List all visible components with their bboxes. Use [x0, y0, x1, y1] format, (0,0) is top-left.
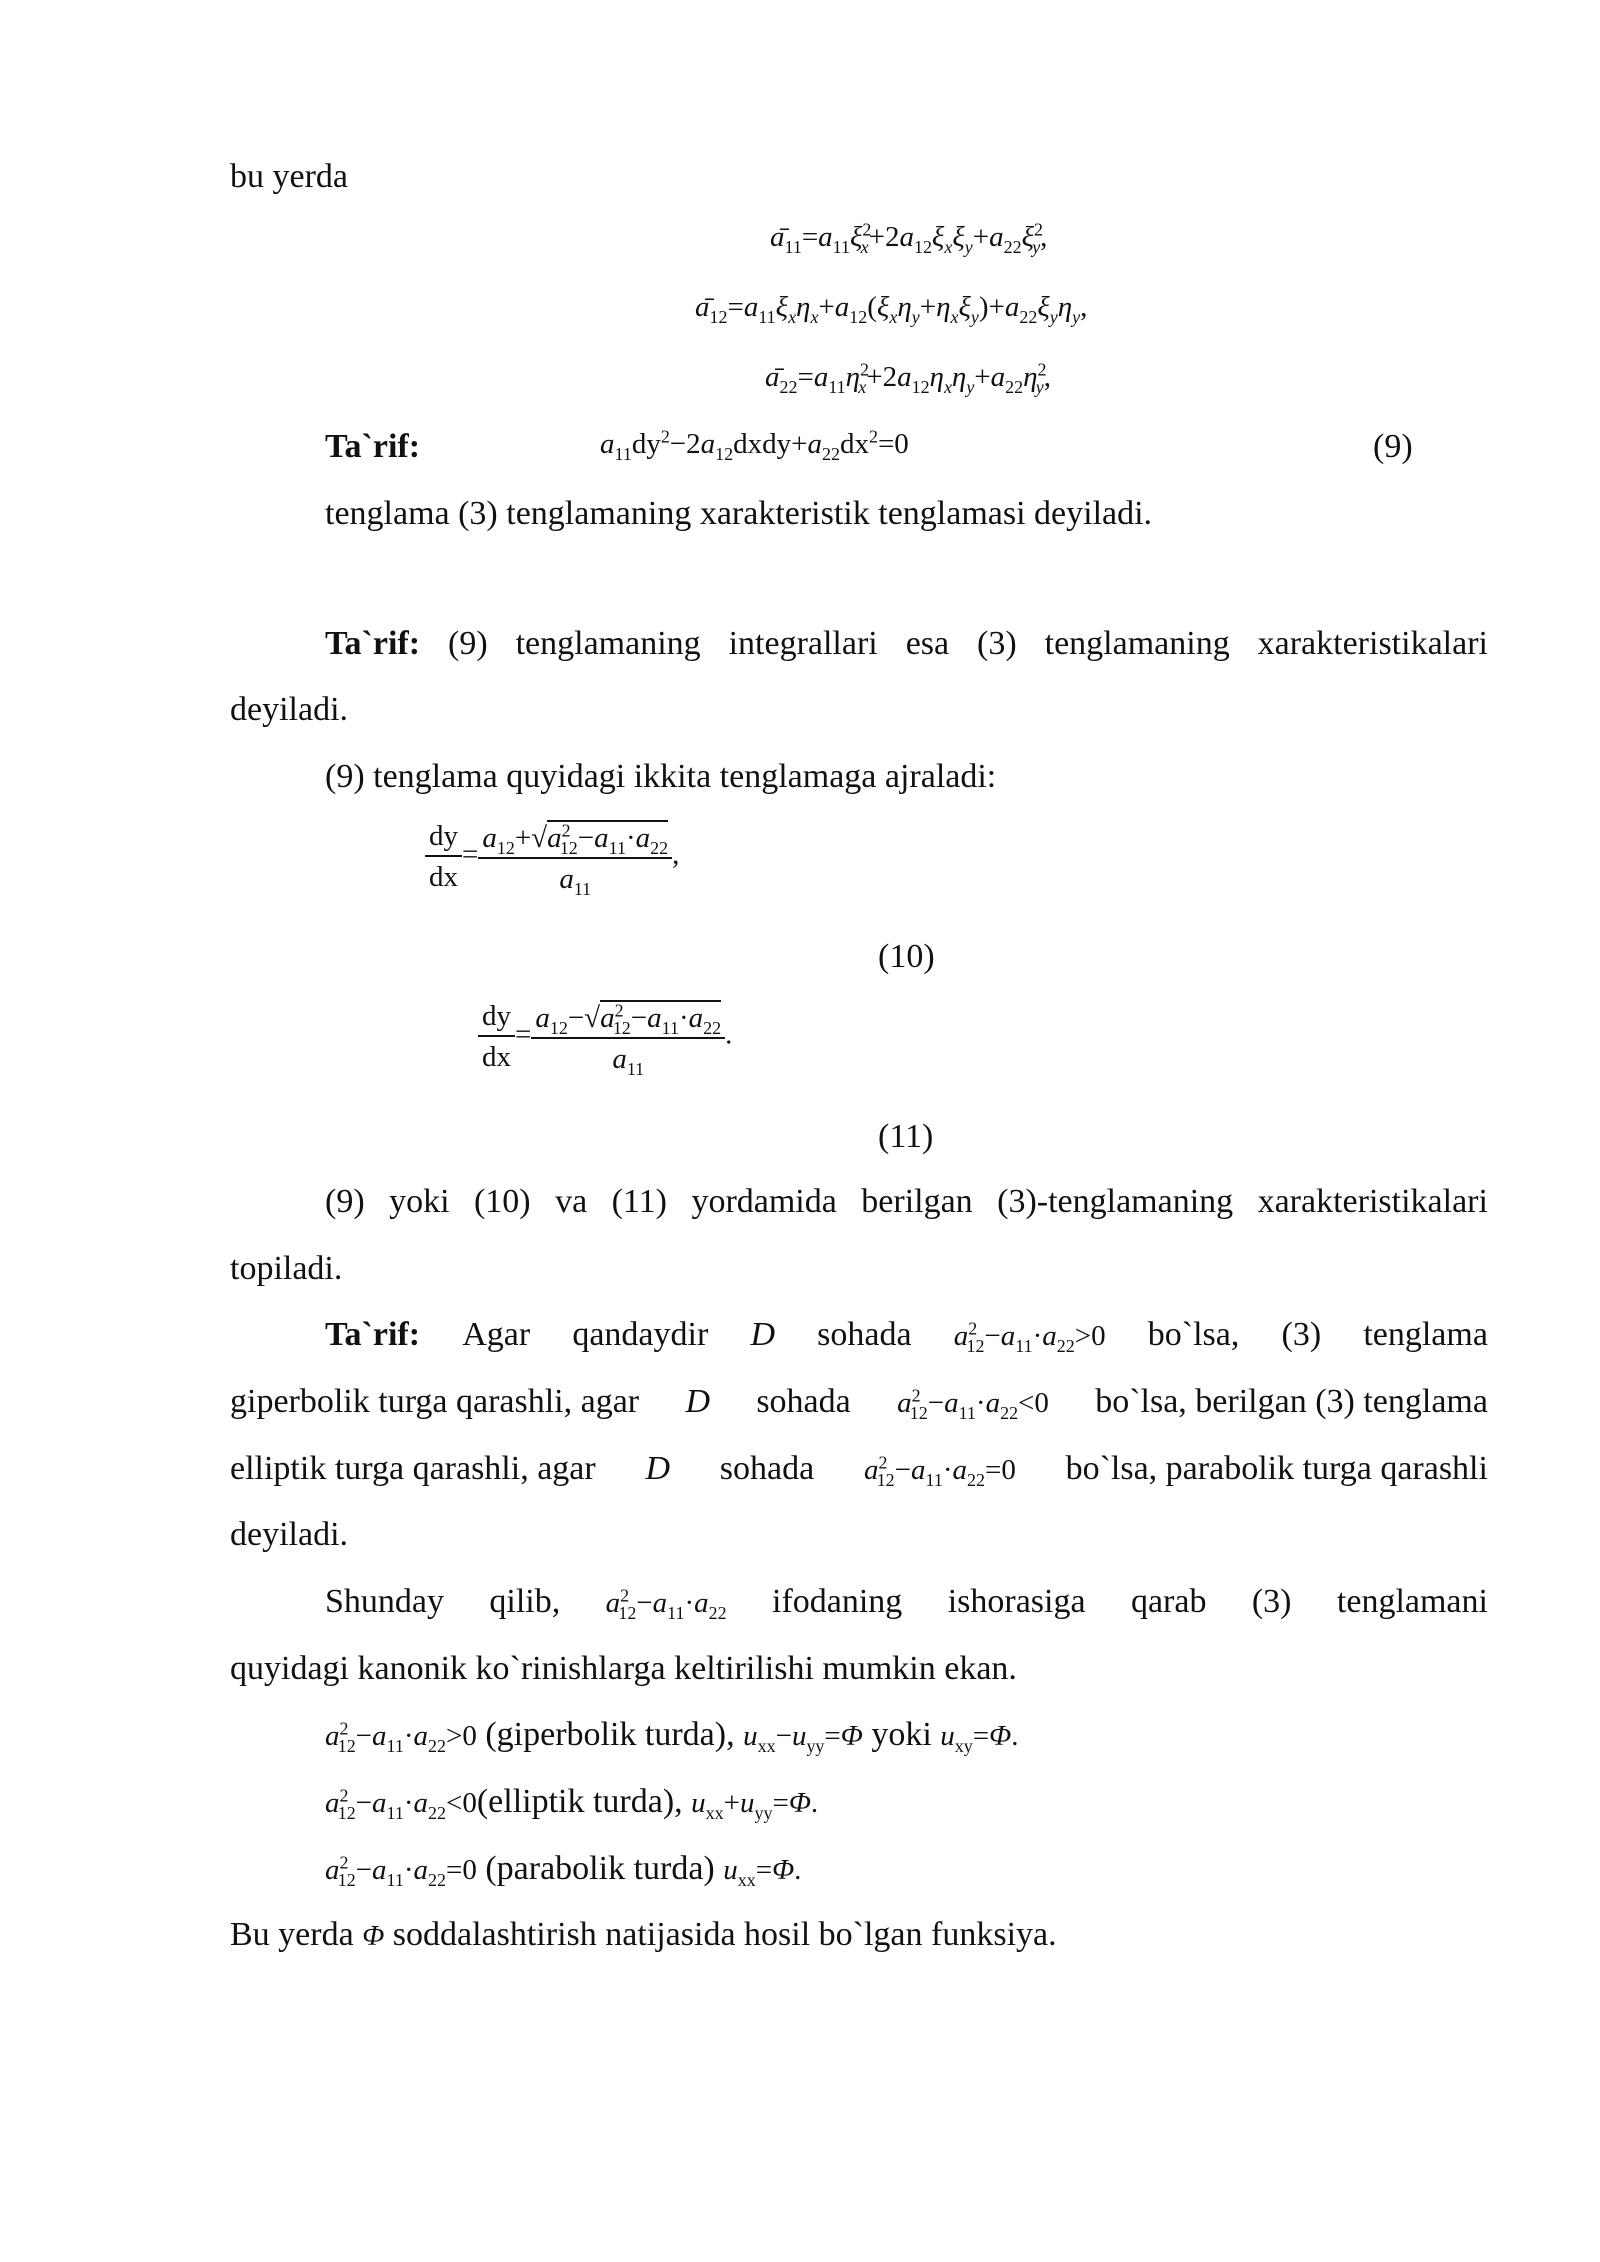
- case-elliptic: $a^2_{12}-a_{11}\cdot a_{22}<0(elliptik$ turda), $u_{xx}+u_{yy}=\Phi$.: [325, 1783, 819, 1823]
- case-hyp-expr: $a^2_{12}-a_{11}\cdot a_{22}>0$: [325, 1718, 477, 1756]
- canon-expr: $a^2_{12}-a_{11}\cdot a_{22}$: [605, 1585, 727, 1623]
- def3-cond-hyperbolic: $a^2_{12}-a_{11}\cdot a_{22}>0$: [953, 1318, 1106, 1356]
- def1-label: Ta`rif:: [325, 428, 421, 465]
- def3-cond-elliptic: $a^2_{12}-a_{11}\cdot a_{22}<0$: [897, 1385, 1049, 1423]
- char-text-line1: (9) yoki (10) va (11) yordamida berilgan (3)-tenglamaning xarakteristikalari: [325, 1183, 1488, 1220]
- def3-line1: Ta`rif: Agar qandaydir D sohada $a^2_{12}-a_{11}\cdot a_{22}>0$ bo`lsa, (3) tenglama: [325, 1316, 1488, 1356]
- def1-text: tenglama (3) tenglamaning xarakteristik tenglamasi deyiladi.: [325, 495, 1153, 532]
- eq-number-9: (9): [1373, 428, 1413, 465]
- coef-eq-a22: $a_{22}=a_{11}\eta^2_x+2a_{12}\eta_x\eta_y+a_{22}\eta^2_y$,: [765, 359, 1051, 397]
- split-text: (9) tenglama quyidagi ikkita tenglamaga ajraladi:: [325, 758, 997, 795]
- canon-line2: quyidagi kanonik ko`rinishlarga keltirilishi mumkin ekan.: [230, 1650, 1017, 1687]
- case-par-expr: $a^2_{12}-a_{11}\cdot a_{22}=0$: [325, 1852, 477, 1890]
- def2-line1: Ta`rif: (9) tenglamaning integrallari esa (3) tenglamaning xarakteristikalari: [325, 625, 1488, 662]
- case-par-eq: $u_{xx}=\Phi$.: [723, 1854, 802, 1890]
- char-equation: $a_{11}dy^2-2a_{12}dxdy+a_{22}dx^2=0$: [600, 426, 909, 464]
- coef-eq-a11: $a_{11}=a_{11}\xi^2_x+2a_{12}\xi_x\xi_y+a_{22}\xi^2_y$,: [770, 219, 1048, 257]
- case-hyperbolic: $a^2_{12}-a_{11}\cdot a_{22}>0$ (giperbolik turda), $u_{xx}-u_{yy}=\Phi$ yoki $u_{xy}=\Phi$.: [325, 1716, 1019, 1756]
- coef-eq-a12: $a_{12}=a_{11}\xi_x\eta_x+a_{12}(\xi_x\eta_y+\eta_x\xi_y)+a_{22}\xi_y\eta_y$,: [695, 291, 1088, 327]
- def3-line2: giperbolik turga qarashli, agar D sohada $a^2_{12}-a_{11}\cdot a_{22}<0$ bo`lsa, berilgan (3) tenglama: [230, 1383, 1488, 1423]
- def3-line3: elliptik turga qarashli, agar D sohada $a^2_{12}-a_{11}\cdot a_{22}=0$ bo`lsa, parabolik turga qarashli: [230, 1450, 1488, 1490]
- case-hyp-eq2: $u_{xy}=\Phi$.: [940, 1720, 1019, 1756]
- case-ell-eq: $u_{xx}+u_{yy}=\Phi$.: [691, 1787, 819, 1823]
- canon-line1: Shunday qilib, $a^2_{12}-a_{11}\cdot a_{22}$ ifodaning ishorasiga qarab (3) tenglamani: [325, 1583, 1488, 1623]
- case-ell-expr: $a^2_{12}-a_{11}\cdot a_{22}<0$: [325, 1785, 477, 1823]
- eq-number-10: (10): [878, 938, 935, 975]
- def2-line2: deyiladi.: [230, 691, 349, 728]
- char-text-line2: topiladi.: [230, 1250, 343, 1287]
- def2-label: Ta`rif:: [325, 625, 421, 662]
- case-parabolic: $a^2_{12}-a_{11}\cdot a_{22}=0$ (parabolik turda) $u_{xx}=\Phi$.: [325, 1850, 802, 1890]
- eq-number-11: (11): [878, 1118, 934, 1155]
- def3-line4: deyiladi.: [230, 1516, 349, 1553]
- def3-label: Ta`rif:: [325, 1316, 421, 1353]
- equation-11: $\frac{dy}{dx}$ = $\frac{a_{12}-√a^2_{12}-a_{11}\cdot a_{22}}{a_{11}}$ .: [478, 1000, 732, 1074]
- intro-text: bu yerda: [230, 158, 349, 195]
- def3-cond-parabolic: $a^2_{12}-a_{11}\cdot a_{22}=0$: [863, 1452, 1016, 1490]
- case-hyp-eq1: $u_{xx}-u_{yy}=\Phi$: [743, 1720, 863, 1756]
- equation-10: $\frac{dy}{dx}$ = $\frac{a_{12}+√a^2_{12}-a_{11}\cdot a_{22}}{a_{11}}$ ,: [425, 820, 679, 894]
- final-line: Bu yerda Φ soddalashtirish natijasida hosil bo`lgan funksiya.: [230, 1916, 1057, 1953]
